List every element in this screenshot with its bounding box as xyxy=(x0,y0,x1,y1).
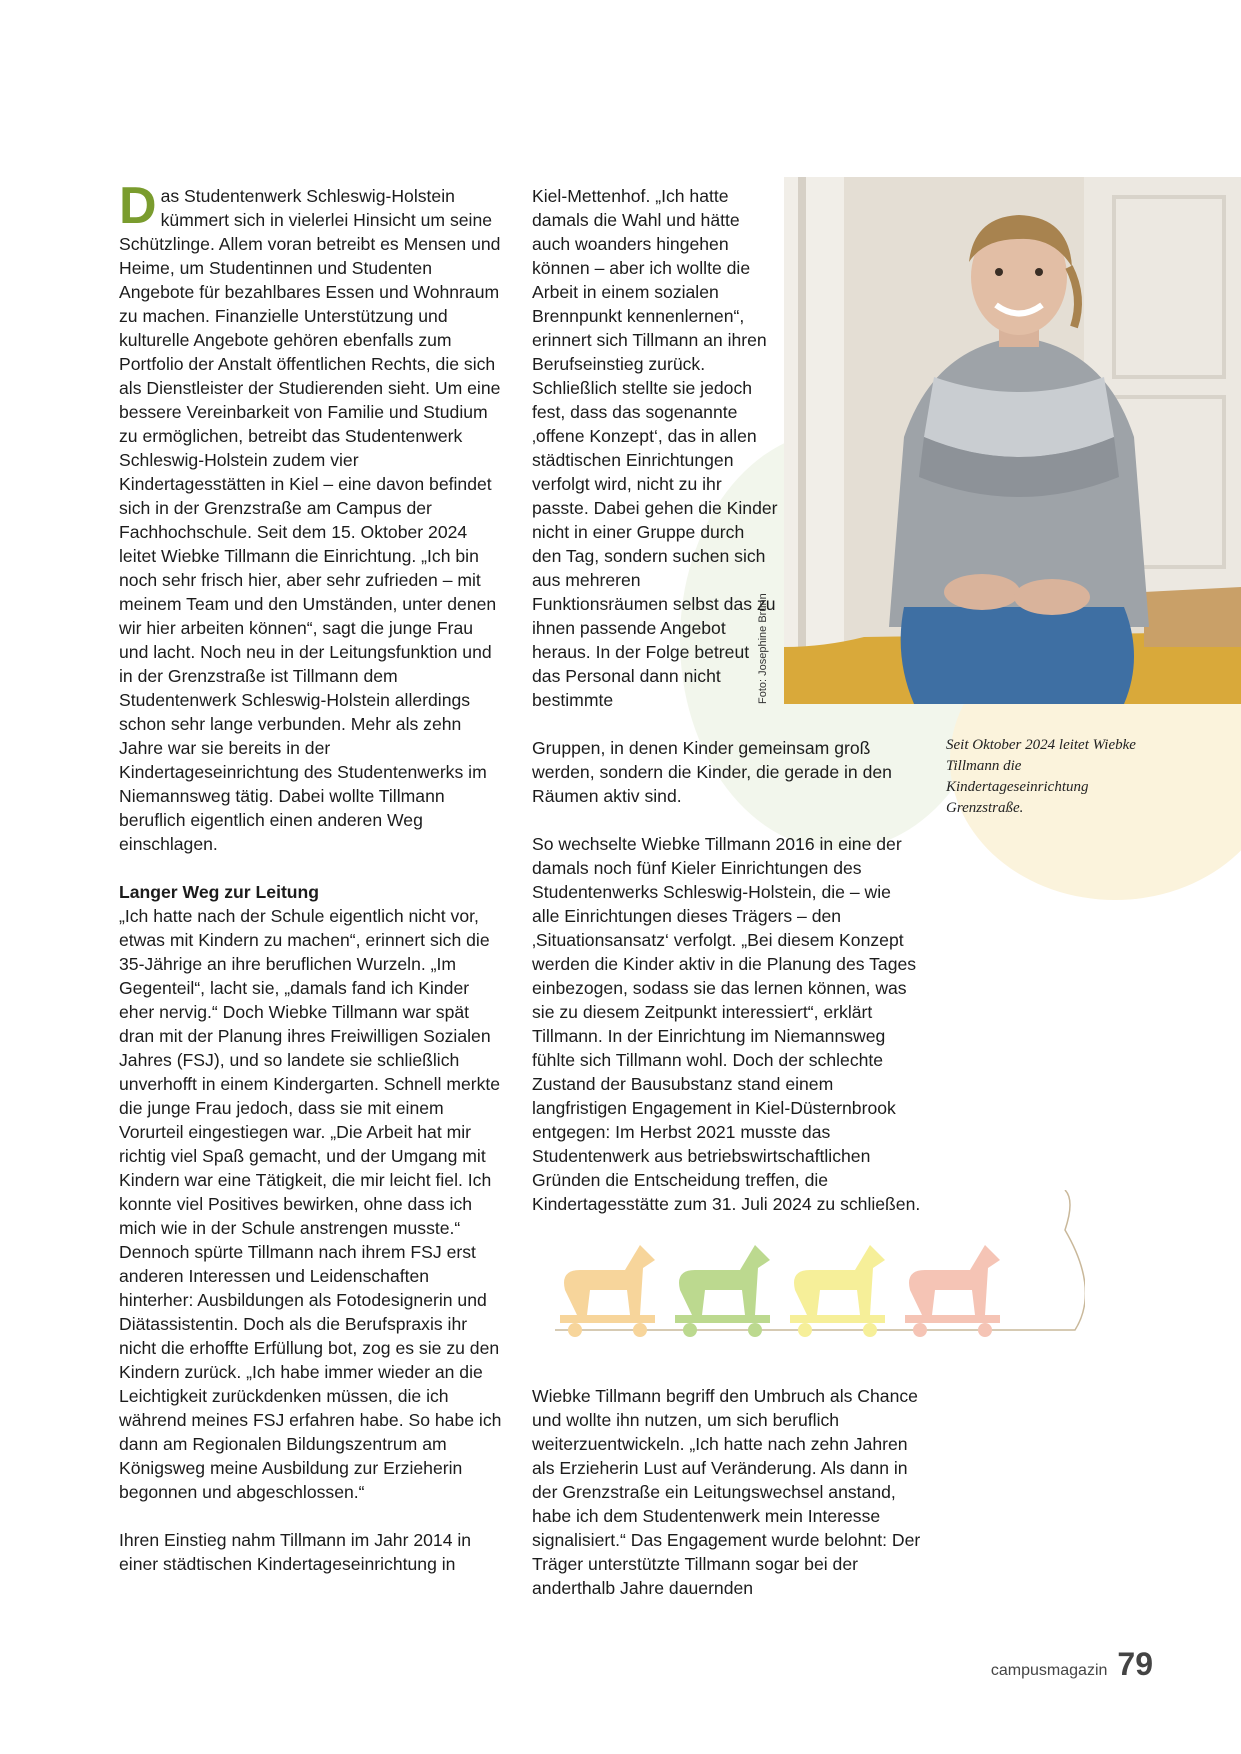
intro-paragraph: Das Studentenwerk Schleswig-Holstein kümmert sich in vielerlei Hinsicht um seine Schützlinge. Allem voran betreibt es Mensen und Heime, um Studentinnen und Studenten Angebote für bezahlbares Essen und Wohnraum zu machen. Finanzielle Unterstützung und kulturelle Angebote gehören ebenfalls zum Portfolio der Anstalt öffentlichen Rechts, die sich als Dienstleister der Studierenden sieht. Um eine bessere Vereinbarkeit von Familie und Studium zu ermöglichen, betreibt das Studentenwerk Schleswig-Holstein zudem vier Kindertagesstätten in Kiel – eine davon befindet sich in der Grenzstraße am Campus der Fachhochschule. Seit dem 15. Oktober 2024 leitet Wiebke Tillmann die Einrichtung. „Ich bin noch sehr frisch hier, aber sehr zufrieden – mit meinem Team und den Umständen, unter denen wir hier arbeiten können“, sagt die junge Frau und lacht. Noch neu in der Leitungsfunktion und in der Grenzstraße ist Tillmann dem Studentenwerk Schleswig-Holstein allerdings schon sehr lange verbunden. Mehr als zehn Jahre war sie bereits in der Kindertageseinrichtung des Studentenwerks im Niemannsweg tätig. Dabei wollte Tillmann beruflich eigentlich einen anderen Weg einschlagen. xyxy=(119,177,501,854)
paragraph: Ihren Einstieg nahm Tillmann im Jahr 2014 in einer städtischen Kindertageseinrichtung in xyxy=(119,1530,472,1574)
paragraph: „Ich hatte nach der Schule eigentlich nicht vor, etwas mit Kindern zu machen“, erinnert sich die 35-Jährige an ihre beruflichen Wurzeln. „Im Gegenteil“, lacht sie, „damals fand ich Kinder eher nervig.“ Doch Wiebke Tillmann war spät dran mit der Planung ihres Freiwilligen Sozialen Jahres (FSJ), und so landete sie schließlich unverhofft in einem Kindergarten. Schnell merkte die junge Frau jedoch, dass sie mit einem Vorurteil eingestiegen war. „Die Arbeit hat mir richtig viel Spaß gemacht, und der Umgang mit Kindern war eine Tätigkeit, die mir leicht fiel. Ich konnte viel Positives bewirken, ohne dass ich mich wie in der Schule anstrengen musste.“ Dennoch spürte Tillmann nach ihrem FSJ erst anderen Interessen und Leidenschaften hinterher: Ausbildungen als Fotodesignerin und Diätassistentin. Doch als die Berufspraxis ihr nicht die erhoffte Erfüllung bot, zog es sie zu den Kindern zurück. „Ich habe immer wieder an die Leichtigkeit zurückdenken müssen, die ich während meines FSJ erfahren habe. So habe ich dann am Regionalen Bildungszentrum am Königsweg meine Ausbildung zur Erzieherin begonnen und abgeschlossen.“ xyxy=(119,906,502,1502)
paragraph: Wiebke Tillmann begriff den Umbruch als Chance und wollte ihn nutzen, um sich beruflich weiterzuentwickeln. „Ich hatte nach zehn Jahren als Erzieherin Lust auf Veränderung. Als dann in der Grenzstraße ein Leitungswechsel anstand, habe ich dem Studentenwerk mein Interesse signalisiert.“ Das Engagement wurde belohnt: Der Träger unterstützte Tillmann sogar bei der anderthalb Jahre dauernden xyxy=(532,1386,921,1598)
toy-horses-illustration xyxy=(555,1190,1085,1350)
article-column-right-middle xyxy=(532,736,922,1216)
portrait-photo xyxy=(784,177,1241,704)
drop-cap: D xyxy=(119,177,157,235)
page-footer xyxy=(991,1646,1153,1683)
photo-credit: Foto: Josephine Brunn xyxy=(757,593,769,704)
toy-horse-icon xyxy=(790,1245,885,1337)
paragraph: Kiel-Mettenhof. „Ich hatte damals die Wahl und hätte auch woanders hingehen können – aber ich wollte die Arbeit in einem sozialen Brennpunkt kennenlernen“, erinnert sich Tillmann an ihren Berufseinstieg zurück. Schließlich stellte sie jedoch fest, dass das sogenannte ‚offene Konzept‘, das in allen städtischen Einrichtungen verfolgt wird, nicht zu ihr passte. Dabei gehen die Kinder nicht in einer Gruppe durch den Tag, sondern suchen sich aus mehreren Funktionsräumen selbst das zu ihnen passende Angebot heraus. In der Folge betreut das Personal dann nicht bestimmte xyxy=(532,186,778,710)
paragraph: So wechselte Wiebke Tillmann 2016 in eine der damals noch fünf Kieler Einrichtungen des Studentenwerks Schleswig-Holstein, die – wie alle Einrichtungen dieses Trägers – den ‚Situationsansatz‘ verfolgt. „Bei diesem Konzept werden die Kinder aktiv in die Planung des Tages einbezogen, sodass sie das lernen können, was sie zu diesem Zeitpunkt interessiert“, erklärt Tillmann. In der Einrichtung im Niemannsweg fühlte sich Tillmann wohl. Doch der schlechte Zustand der Bausubstanz stand einem langfristigen Engagement in Kiel-Düsternbrook entgegen: Im Herbst 2021 musste das Studentenwerk aus betriebswirtschaftlichen Gründen die Entscheidung treffen, die Kindertagesstätte zum 31. Juli 2024 zu schließen. xyxy=(532,834,921,1214)
toy-horse-icon xyxy=(675,1245,770,1337)
article-column-left xyxy=(119,177,504,1576)
page-number: 79 xyxy=(1117,1646,1153,1682)
paragraph: Gruppen, in denen Kinder gemeinsam groß werden, sondern die Kinder, die gerade in den Räumen aktiv sind. xyxy=(532,738,892,806)
photo-caption: Seit Oktober 2024 leitet Wiebke Tillmann die Kindertageseinrichtung Grenzstraße. xyxy=(946,737,1136,816)
article-column-right-top xyxy=(532,184,778,712)
article-column-right-bottom xyxy=(532,1384,922,1600)
toy-horse-icon xyxy=(905,1245,1000,1337)
portrait-illustration xyxy=(784,177,1241,704)
magazine-name: campusmagazin xyxy=(990,1662,1108,1679)
toy-horse-icon xyxy=(560,1245,655,1337)
subheading: Langer Weg zur Leitung xyxy=(119,882,320,902)
